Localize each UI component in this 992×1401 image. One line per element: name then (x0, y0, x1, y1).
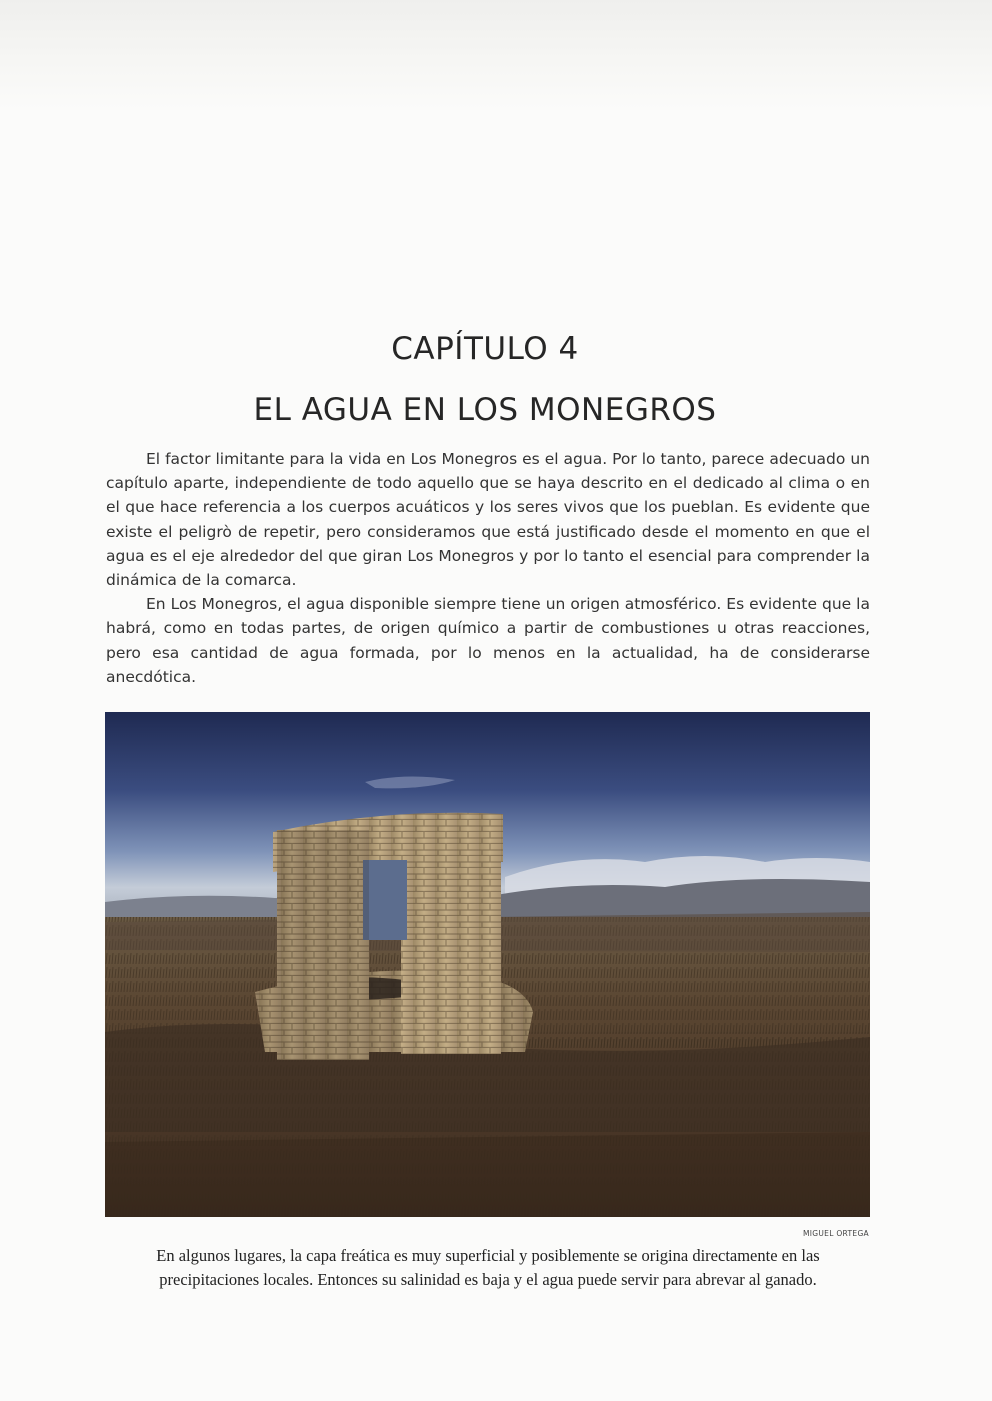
body-paragraph-2: En Los Monegros, el agua disponible siempre tiene un origen atmosférico. Es evidente que la habrá, como en todas partes, de origen químico a partir de combustiones u otras reacciones, pero esa cantidad de agua formada, por lo menos en la actualidad, ha de considerarse anecdótica. (106, 595, 870, 686)
body-paragraph-1: El factor limitante para la vida en Los Monegros es el agua. Por lo tanto, parece adecuado un capítulo aparte, independiente de todo aquello que se haya descrito en el dedicado al clima o en el que hace referencia a los cuerpos acuáticos y los seres vivos que los pueblan. Es evidente que existe el peligrò de repetir, pero consideramos que está justificado desde el momento en que el agua es el eje alrededor del que giran Los Monegros y por lo tanto el esencial para comprender la dinámica de la comarca. (106, 450, 870, 590)
page-edge-shading (0, 0, 992, 110)
photo-credit: MIGUEL ORTEGA (802, 1229, 869, 1238)
body-text (106, 447, 870, 689)
chapter-title: EL AGUA EN LOS MONEGROS (253, 391, 717, 428)
well-photograph (105, 712, 870, 1217)
chapter-label: CAPÍTULO 4 (391, 330, 579, 367)
photo-caption: En algunos lugares, la capa freática es muy superficial y posiblemente se origina directamente en las precipitaciones locales. Entonces su salinidad es baja y el agua puede servir para abrevar al ganado. (156, 1246, 820, 1289)
